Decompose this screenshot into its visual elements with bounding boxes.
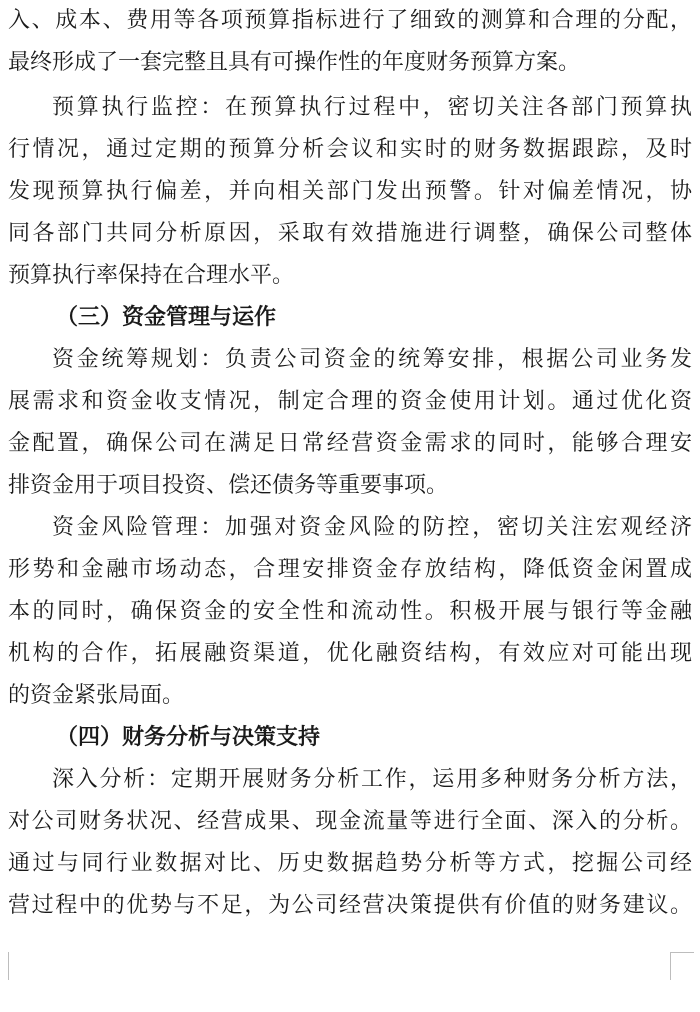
paragraph-line: 最终形成了一套完整且具有可操作性的年度财务预算方案。 bbox=[8, 50, 581, 75]
paragraph-line: 同各部门共同分析原因，采取有效措施进行调整，确保公司整体 bbox=[8, 221, 692, 246]
right-crop-mark-horizontal bbox=[670, 952, 694, 953]
paragraph-line: 对公司财务状况、经营成果、现金流量等进行全面、深入的分析。 bbox=[8, 809, 692, 834]
paragraph-line: 预算执行监控：在预算执行过程中，密切关注各部门预算执 bbox=[52, 95, 692, 120]
paragraph-line: 行情况，通过定期的预算分析会议和实时的财务数据跟踪，及时 bbox=[8, 137, 692, 162]
paragraph-line: 机构的合作，拓展融资渠道，优化融资结构，有效应对可能出现 bbox=[8, 641, 692, 666]
paragraph-line: 资金统筹规划：负责公司资金的统筹安排，根据公司业务发 bbox=[52, 347, 692, 372]
paragraph-line: 入、成本、费用等各项预算指标进行了细致的测算和合理的分配， bbox=[8, 8, 692, 33]
paragraph-line: 通过与同行业数据对比、历史数据趋势分析等方式，挖掘公司经 bbox=[8, 851, 692, 876]
paragraph-line: 本的同时，确保资金的安全性和流动性。积极开展与银行等金融 bbox=[8, 599, 692, 624]
paragraph-line: 发现预算执行偏差，并向相关部门发出预警。针对偏差情况，协 bbox=[8, 179, 692, 204]
paragraph-line: 深入分析：定期开展财务分析工作，运用多种财务分析方法， bbox=[52, 767, 692, 792]
paragraph-line: 资金风险管理：加强对资金风险的防控，密切关注宏观经济 bbox=[52, 515, 692, 540]
section-heading: （三）资金管理与运作 bbox=[56, 305, 277, 330]
paragraph-line: 形势和金融市场动态，合理安排资金存放结构，降低资金闲置成 bbox=[8, 557, 692, 582]
paragraph-line: 的资金紧张局面。 bbox=[8, 683, 185, 708]
paragraph-line: 展需求和资金收支情况，制定合理的资金使用计划。通过优化资 bbox=[8, 389, 692, 414]
paragraph-line: 排资金用于项目投资、偿还债务等重要事项。 bbox=[8, 473, 449, 498]
left-crop-mark bbox=[8, 952, 9, 980]
paragraph-line: 金配置，确保公司在满足日常经营资金需求的同时，能够合理安 bbox=[8, 431, 692, 456]
right-crop-mark-vertical bbox=[670, 952, 671, 980]
section-heading: （四）财务分析与决策支持 bbox=[56, 725, 321, 750]
paragraph-line: 营过程中的优势与不足，为公司经营决策提供有价值的财务建议。 bbox=[8, 893, 692, 918]
paragraph-line: 预算执行率保持在合理水平。 bbox=[8, 263, 295, 288]
